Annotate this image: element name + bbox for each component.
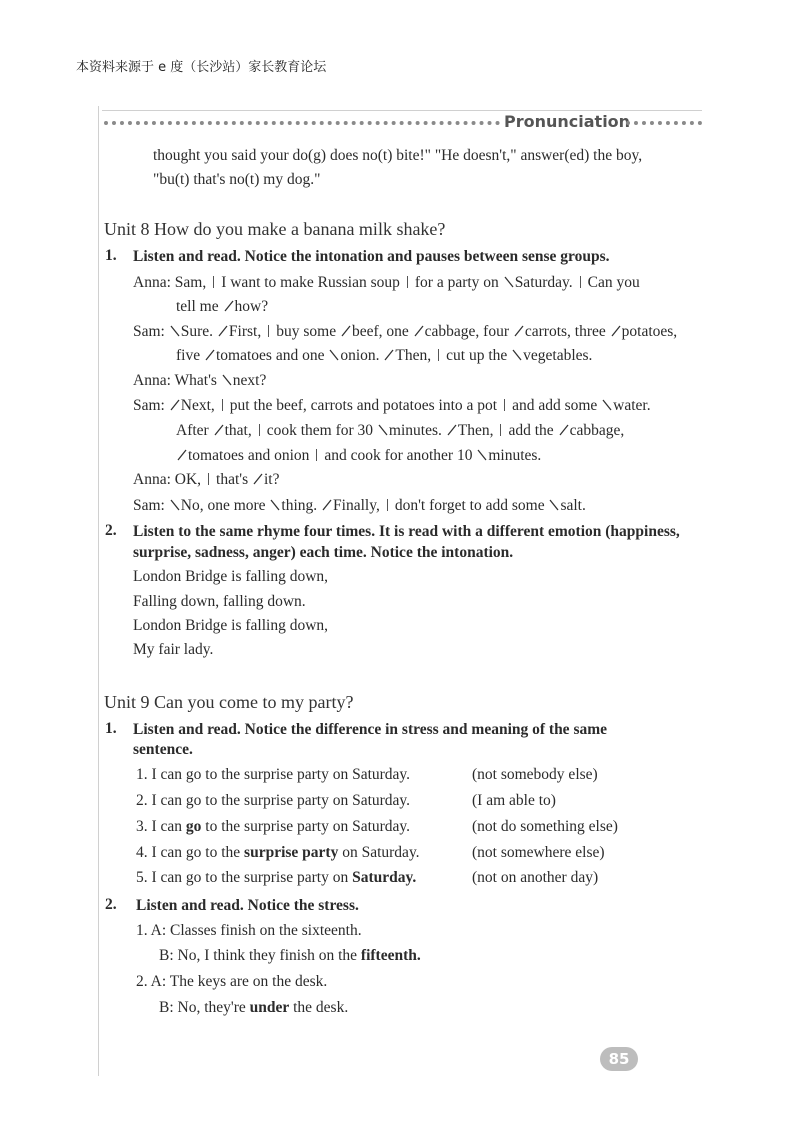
- meaning-4: (not somewhere else): [472, 844, 605, 861]
- section-title: Pronunciation: [504, 112, 631, 131]
- sentence: I can go to the surprise party on: [151, 869, 353, 886]
- sentence: B: No, they're: [159, 999, 250, 1016]
- unit8-ex1-number: 1.: [105, 247, 117, 264]
- word: Then,: [457, 422, 494, 439]
- sentence: the desk.: [289, 999, 349, 1016]
- row-number: 3.: [136, 818, 148, 835]
- stress-row-2: [136, 791, 410, 811]
- unit8-title: Unit 8 How do you make a banana milk shake?: [104, 219, 446, 239]
- word: What's: [174, 372, 217, 389]
- falling-intonation-icon: [329, 349, 339, 361]
- sentence: on Saturday.: [338, 844, 420, 861]
- unit8-ex2-number: 2.: [105, 522, 117, 539]
- rhyme-line: My fair lady.: [133, 641, 214, 658]
- word: don't forget to add some: [394, 497, 545, 514]
- sentence: B: No, I think they finish on the: [159, 947, 361, 964]
- meaning-2: (I am able to): [472, 792, 556, 809]
- pause-mark-icon: [504, 399, 505, 411]
- section-header: [102, 110, 702, 133]
- word: I want to make Russian soup: [221, 274, 400, 291]
- word: buy some: [276, 323, 337, 340]
- pause-mark-icon: [222, 399, 223, 411]
- word: potatoes,: [621, 323, 678, 340]
- dialog-line-4: [133, 396, 651, 416]
- rising-intonation-icon: [205, 349, 215, 361]
- word: cut up the: [446, 347, 508, 364]
- word: and add some: [512, 397, 598, 414]
- rising-intonation-icon: [224, 300, 234, 312]
- word: and cook for another 10: [324, 447, 473, 464]
- stressed-word: surprise party: [244, 844, 339, 861]
- dialog-line-2b: [176, 346, 592, 366]
- unit9-ex1-number: 1.: [105, 720, 117, 737]
- sentence: to the surprise party on Saturday.: [201, 818, 411, 835]
- source-note: 本资料来源于 e 度（长沙站）家长教育论坛: [76, 60, 327, 75]
- unit8-ex1-instruction: Listen and read. Notice the intonation and pauses between sense groups.: [133, 248, 610, 265]
- unit9-ex2-instruction: Listen and read. Notice the stress.: [136, 897, 359, 914]
- word: tell me: [176, 298, 219, 315]
- unit9-ex1-instruction-2: sentence.: [133, 741, 193, 758]
- word: vegetables.: [523, 347, 593, 364]
- falling-intonation-icon: [512, 349, 522, 361]
- sentence: A: Classes finish on the sixteenth.: [150, 922, 362, 939]
- pause-mark-icon: [259, 424, 260, 436]
- word: Saturday.: [514, 274, 573, 291]
- rhyme-line: Falling down, falling down.: [133, 593, 306, 610]
- rising-intonation-icon: [384, 349, 394, 361]
- header-dots-left: [104, 121, 500, 125]
- sentence: A: The keys are on the desk.: [150, 973, 328, 990]
- speaker-sam: Sam:: [133, 497, 165, 514]
- word: it?: [263, 471, 280, 488]
- row-number: 2.: [136, 973, 148, 990]
- unit8-ex2-instruction-2: surprise, sadness, anger) each time. Notice the intonation.: [133, 544, 514, 561]
- word: Next,: [180, 397, 215, 414]
- dialog-line-1b: [176, 297, 268, 317]
- unit9-title: Unit 9 Can you come to my party?: [104, 692, 354, 712]
- stressed-word: go: [185, 818, 202, 835]
- dialog-line-1: [133, 273, 640, 293]
- dialog-line-4c: [176, 446, 541, 466]
- word: that's: [216, 471, 249, 488]
- word: No, one more: [180, 497, 266, 514]
- row-number: 1.: [136, 922, 148, 939]
- sentence: I can: [151, 818, 186, 835]
- rhyme-line: London Bridge is falling down,: [133, 617, 329, 634]
- word: add the: [508, 422, 554, 439]
- speaker-anna: Anna:: [133, 471, 171, 488]
- pause-mark-icon: [208, 473, 209, 485]
- dialog-2-b: [159, 998, 348, 1018]
- speaker-sam: Sam:: [133, 323, 165, 340]
- rising-intonation-icon: [177, 449, 187, 461]
- rising-intonation-icon: [514, 325, 524, 337]
- pause-mark-icon: [268, 325, 269, 337]
- pause-mark-icon: [407, 276, 408, 288]
- stressed-word: under: [249, 999, 290, 1016]
- falling-intonation-icon: [378, 424, 388, 436]
- stress-row-4: [136, 843, 420, 863]
- word: minutes.: [388, 422, 442, 439]
- speaker-anna: Anna:: [133, 274, 171, 291]
- falling-intonation-icon: [477, 449, 487, 461]
- pause-mark-icon: [438, 349, 439, 361]
- rising-intonation-icon: [559, 424, 569, 436]
- sentence: I can go to the: [151, 844, 245, 861]
- unit9-ex2-number: 2.: [105, 896, 117, 913]
- falling-intonation-icon: [549, 499, 559, 511]
- word: cabbage, four: [424, 323, 509, 340]
- word: salt.: [560, 497, 586, 514]
- stressed-word: fifteenth.: [360, 947, 421, 964]
- row-number: 4.: [136, 844, 148, 861]
- word: five: [176, 347, 201, 364]
- word: next?: [232, 372, 267, 389]
- row-number: 5.: [136, 869, 148, 886]
- word: Sam,: [174, 274, 207, 291]
- unit9-ex1-instruction-1: Listen and read. Notice the difference in stress and meaning of the same: [133, 721, 608, 738]
- word: Sure.: [180, 323, 214, 340]
- header-dots-right: [626, 121, 702, 125]
- rising-intonation-icon: [322, 499, 332, 511]
- word: Can you: [587, 274, 640, 291]
- stress-row-1: [136, 765, 410, 785]
- pause-mark-icon: [500, 424, 501, 436]
- word: beef, one: [351, 323, 409, 340]
- falling-intonation-icon: [602, 399, 612, 411]
- word: how?: [234, 298, 269, 315]
- word: OK,: [174, 471, 202, 488]
- rising-intonation-icon: [218, 325, 228, 337]
- rising-intonation-icon: [414, 325, 424, 337]
- dialog-line-6: [133, 496, 586, 516]
- pause-mark-icon: [580, 276, 581, 288]
- row-number: 1.: [136, 766, 148, 783]
- row-number: 2.: [136, 792, 148, 809]
- dialog-line-5: [133, 470, 279, 490]
- rising-intonation-icon: [214, 424, 224, 436]
- sentence: I can go to the surprise party on Saturday.: [151, 792, 411, 809]
- dialog-2-a: [136, 972, 327, 992]
- rising-intonation-icon: [447, 424, 457, 436]
- dialog-line-3: [133, 371, 266, 391]
- rising-intonation-icon: [170, 399, 180, 411]
- unit8-ex2-instruction-1: Listen to the same rhyme four times. It is read with a different emotion (happiness,: [133, 523, 680, 540]
- sentence: I can go to the surprise party on Saturday.: [151, 766, 411, 783]
- word: After: [176, 422, 209, 439]
- stressed-word: Saturday.: [352, 869, 417, 886]
- word: Then,: [395, 347, 432, 364]
- dialog-line-4b: [176, 421, 624, 441]
- falling-intonation-icon: [170, 325, 180, 337]
- speaker-anna: Anna:: [133, 372, 171, 389]
- word: that,: [224, 422, 252, 439]
- word: minutes.: [488, 447, 542, 464]
- rising-intonation-icon: [611, 325, 621, 337]
- word: First,: [228, 323, 262, 340]
- falling-intonation-icon: [222, 374, 232, 386]
- dialog-line-2: [133, 322, 677, 342]
- rhyme-line: London Bridge is falling down,: [133, 568, 329, 585]
- intro-line-1: thought you said your do(g) does no(t) bite!" "He doesn't," answer(ed) the boy,: [153, 147, 643, 164]
- falling-intonation-icon: [504, 276, 514, 288]
- falling-intonation-icon: [270, 499, 280, 511]
- word: tomatoes and one: [215, 347, 325, 364]
- speaker-sam: Sam:: [133, 397, 165, 414]
- meaning-1: (not somebody else): [472, 766, 598, 783]
- rising-intonation-icon: [341, 325, 351, 337]
- word: cabbage,: [569, 422, 625, 439]
- page-number: 85: [600, 1047, 638, 1071]
- stress-row-3: [136, 817, 410, 837]
- word: carrots, three: [524, 323, 606, 340]
- word: cook them for 30: [266, 422, 374, 439]
- intro-line-2: "bu(t) that's no(t) my dog.": [153, 171, 321, 188]
- dialog-1-b: [159, 946, 421, 966]
- word: for a party on: [414, 274, 499, 291]
- rising-intonation-icon: [253, 473, 263, 485]
- meaning-3: (not do something else): [472, 818, 618, 835]
- word: thing.: [281, 497, 318, 514]
- falling-intonation-icon: [170, 499, 180, 511]
- stress-row-5: [136, 868, 416, 888]
- dialog-1-a: [136, 921, 362, 941]
- pause-mark-icon: [213, 276, 214, 288]
- pause-mark-icon: [316, 449, 317, 461]
- meaning-5: (not on another day): [472, 869, 599, 886]
- word: tomatoes and onion: [188, 447, 310, 464]
- word: put the beef, carrots and potatoes into a pot: [229, 397, 498, 414]
- word: onion.: [340, 347, 380, 364]
- word: water.: [613, 397, 651, 414]
- pause-mark-icon: [387, 499, 388, 511]
- word: Finally,: [333, 497, 380, 514]
